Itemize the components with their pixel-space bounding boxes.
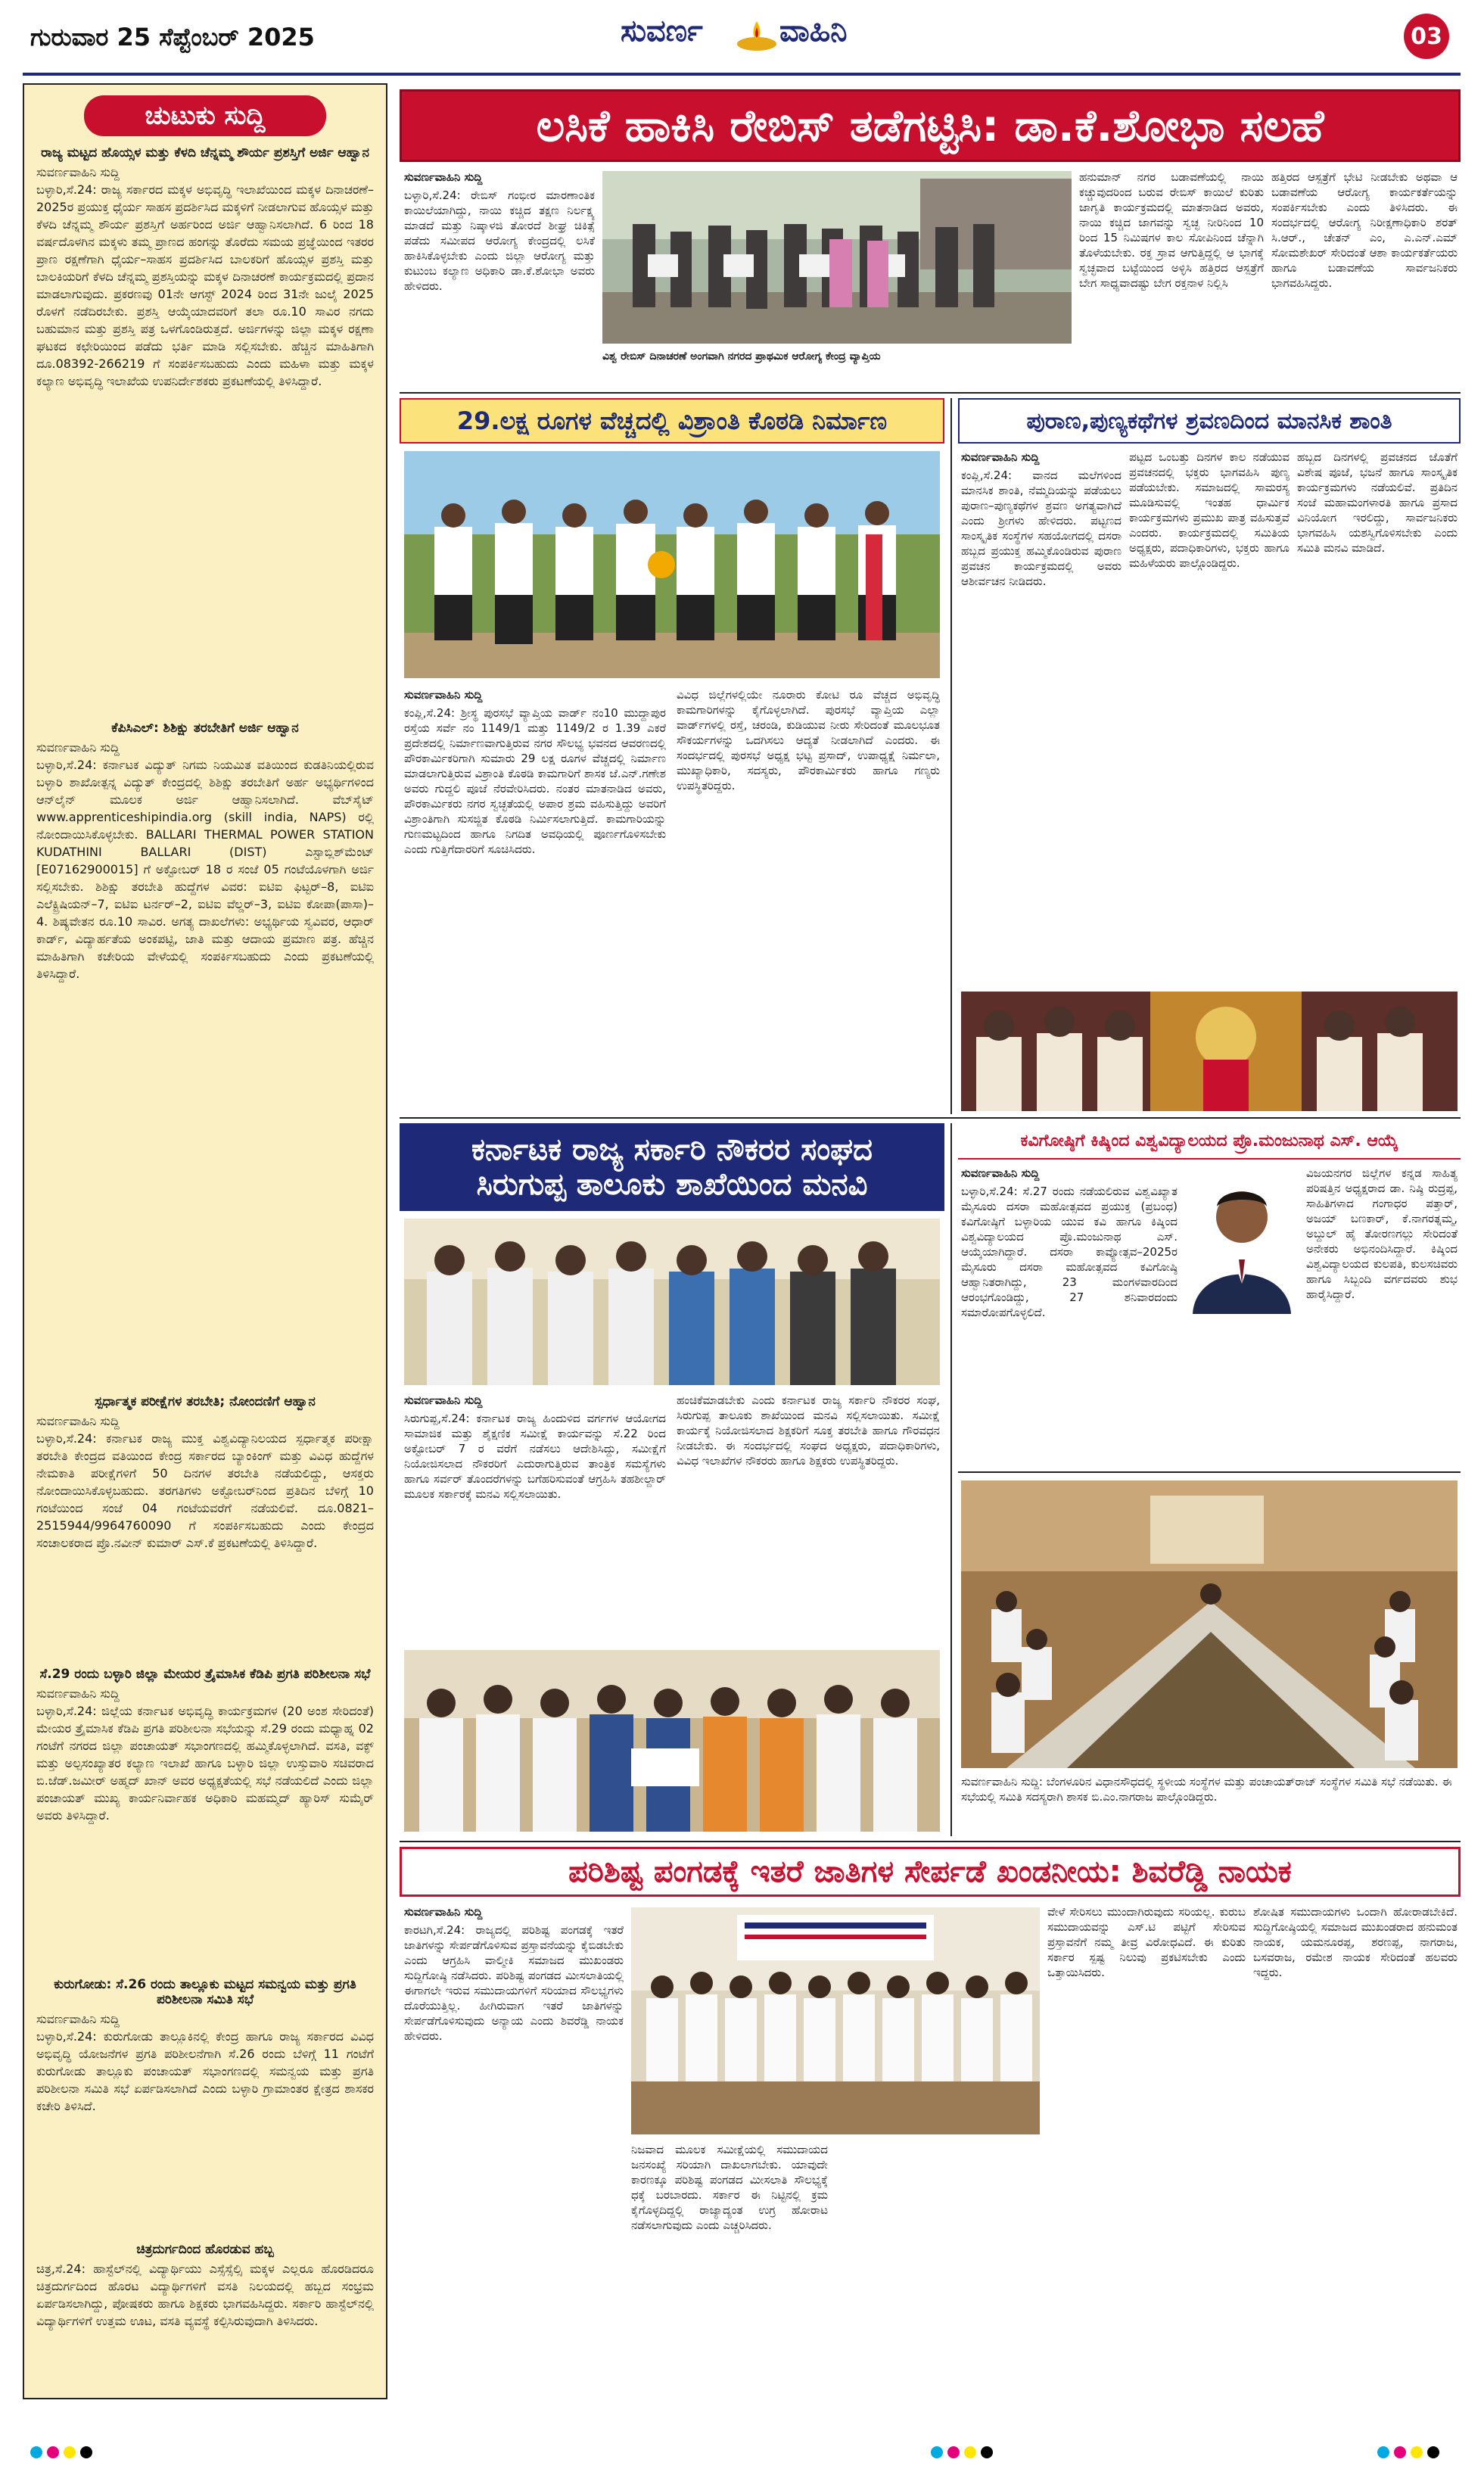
purana-headline-text: ಪುರಾಣ,ಪುಣ್ಯಕಥೆಗಳ ಶ್ರವಣದಿಂದ ಮಾನಸಿಕ ಶಾಂತಿ bbox=[1026, 407, 1392, 434]
brief-body: ಸುವರ್ಣವಾಹಿನಿ ಸುದ್ದಿ ಬಳ್ಳಾರಿ,ಸೆ.24: ರಾಜ್ಯ ಸರ್ಕಾರದ ಮಕ್ಕಳ ಅಭಿವೃದ್ಧಿ ಇಲಾಖೆಯಿಂದ ಮಕ್ಕಳ ದಿನಾಚರಣೆ–2025ರ ಪ್ರಯುಕ್ತ ಧೈರ್ಯ ಸಾಹಸ ಪ್ರದರ್ಶಿಸಿದ ಮಕ್ಕಳಿಗೆ ನೀಡಲಾಗುವ ಹೊಯ್ಸಳ ಮತ್ತು ಕೆಳದಿ ಚೆನ್ನಮ್ಮ ಶೌರ್ಯ ಪ್ರಶಸ್ತಿಗೆ ಅರ್ಹರಿಂದ ಅರ್ಜಿ ಆಹ್ವಾನಿಸಲಾಗಿದೆ. 6 ರಿಂದ 18 ವರ್ಷದೊಳಗಿನ ಮಕ್ಕಳು ತಮ್ಮ ಪ್ರಾಣದ ಹಂಗನ್ನು ತೊರೆದು ಸಮಯ ಪ್ರಜ್ಞೆಯಿಂದ ಇತರರ ಪ್ರಾಣ ರಕ್ಷಣೆಗಾಗಿ ಧೈರ್ಯ–ಸಾಹಸ ಪ್ರದರ್ಶಿಸಿದ ಬಾಲಕರಿಗೆ ಹೊಯ್ಸಳ ಪ್ರಶಸ್ತಿ ಮತ್ತು ಬಾಲಕಿಯರಿಗೆ ಕೆಳದಿ ಚೆನ್ನಮ್ಮ ಪ್ರಶಸ್ತಿಯನ್ನು ಮಕ್ಕಳ ದಿನಾಚರಣೆ ಕಾರ್ಯಕ್ರಮದಲ್ಲಿ ಪ್ರದಾನ ಮಾಡಲಾಗುವುದು. ಪ್ರಕರಣವು 01ನೇ ಆಗಸ್ಟ್ 2024 ರಿಂದ 31ನೇ ಜುಲೈ 2025 ರೊಳಗೆ ನಡೆದಿರಬೇಕು. ಪ್ರಶಸ್ತಿ ಆಯ್ಕೆಯಾದವರಿಗೆ ತಲಾ ರೂ.10 ಸಾವಿರ ನಗದು ಬಹುಮಾನ ಮತ್ತು ಪ್ರಶಸ್ತಿ ಪತ್ರ ಒಳಗೊಂಡಿರುತ್ತದೆ. ಅರ್ಜಿಗಳನ್ನು ಜಿಲ್ಲಾ ಮಕ್ಕಳ ರಕ್ಷಣಾ ಘಟಕದ ಕಛೇರಿಯಿಂದ ಪಡೆದು ಭರ್ತಿ ಮಾಡಿ ಸಲ್ಲಿಸಬೇಕು. ಹೆಚ್ಚಿನ ಮಾಹಿತಿಗಾಗಿ ದೂ.08392-266219 ಗೆ ಸಂಪರ್ಕಿಸಬಹುದು ಎಂದು ಮಹಿಳಾ ಮತ್ತು ಮಕ್ಕಳ ಕಲ್ಯಾಣ ಅಭಿವೃದ್ಧಿ ಇಲಾಖೆಯ ಉಪನಿರ್ದೇಶಕರು ಪ್ರಕಟಣೆಯಲ್ಲಿ ತಿಳಿಸಿದ್ದಾರೆ. bbox=[36, 165, 374, 388]
page-number-badge bbox=[1404, 14, 1449, 59]
cyan-dot bbox=[1377, 2446, 1389, 2458]
rabies-col4: ಹತ್ತಿರದ ಆಸ್ಪತ್ರೆಗೆ ಭೇಟಿ ನೀಡಬೇಕು ಅಥವಾ ಆ ಬಡಾವಣೆಯ ಆರೋಗ್ಯ ಕಾರ್ಯಕರ್ತೆಯನ್ನು ಸಂಪರ್ಕಿಸಬೇಕು ಎಂದು ತಿಳಿಸಿದರು. ಈ ಸಂದರ್ಭದಲ್ಲಿ ಆರೋಗ್ಯ ನಿರೀಕ್ಷಣಾಧಿಕಾರಿ ಶರತ್ ಸಿ.ಆರ್., ಚೇತನ್ ಎಂ, ಎ.ಎನ್.ಎಮ್ ಸೋಮಶೇಖರ್ ಸೇರಿದಂತೆ ಆಶಾ ಕಾರ್ಯಕರ್ತೆಯರು ಹಾಗೂ ಬಡಾವಣೆಯ ಸಾರ್ವಜನಿಕರು ಭಾಗವಹಿಸಿದ್ದರು. bbox=[1271, 170, 1458, 290]
magenta-dot bbox=[947, 2446, 960, 2458]
registration-marks-center bbox=[931, 2446, 993, 2458]
divider bbox=[950, 1123, 952, 1836]
crores-col2: ವಿವಿಧ ಜಿಲ್ಲೆಗಳಲ್ಲಿಯೇ ನೂರಾರು ಕೋಟಿ ರೂ ವೆಚ್ಚದ ಅಭಿವೃದ್ಧಿ ಕಾಮಗಾರಿಗಳನ್ನು ಕೈಗೊಳ್ಳಲಾಗಿದೆ. ಪುರಸಭೆ ವ್ಯಾಪ್ತಿಯ ಎಲ್ಲಾ ವಾರ್ಡ್‌ಗಳಲ್ಲಿ ರಸ್ತೆ, ಚರಂಡಿ, ಕುಡಿಯುವ ನೀರು ಸೇರಿದಂತೆ ಮೂಲಭೂತ ಸೌಕರ್ಯಗಳನ್ನು ಒದಗಿಸಲು ಆದ್ಯತೆ ನೀಡಲಾಗಿದೆ ಎಂದರು. ಈ ಸಂದರ್ಭದಲ್ಲಿ ಪುರಸಭೆ ಅಧ್ಯಕ್ಷ ಭಟ್ಟ ಪ್ರಸಾದ್, ಉಪಾಧ್ಯಕ್ಷೆ ನಿರ್ಮಲಾ, ಮುಖ್ಯಾಧಿಕಾರಿ, ಸದಸ್ಯರು, ಪೌರಕಾರ್ಮಿಕರು ಹಾಗೂ ಗಣ್ಯರು ಉಪಸ್ಥಿತರಿದ್ದರು. bbox=[677, 688, 940, 792]
caste-headline-text: ಪರಿಶಿಷ್ಟ ಪಂಗಡಕ್ಕೆ ಇತರೆ ಜಾತಿಗಳ ಸೇರ್ಪಡೆ ಖಂಡನೀಯ: ಶಿವರೆಡ್ಡಿ ನಾಯಕ bbox=[568, 1854, 1292, 1889]
rabies-article bbox=[400, 168, 1461, 394]
logo-right-text: ವಾಹಿನಿ bbox=[779, 14, 848, 48]
professor-col2: ವಿಜಯನಗರ ಜಿಲ್ಲೆಗಳ ಕನ್ನಡ ಸಾಹಿತ್ಯ ಪರಿಷತ್ತಿನ ಅಧ್ಯಕ್ಷರಾದ ಡಾ. ನಿಷ್ಠಿ ರುದ್ರಪ್ಪ, ಸಾಹಿತಿಗಳಾದ ಗಂಗಾಧರ ಪತ್ತಾರ್, ಅಜಯ್ ಬಣಕಾರ್, ಕೆ.ನಾಗರತ್ನಮ್ಮ, ಅಬ್ದುಲ್ ಹೈ ತೋರಣಗಲ್ಲು ಸೇರಿದಂತೆ ಅನೇಕರು ಅಭಿನಂದಿಸಿದ್ದಾರೆ. ಕಿಷ್ಕಿಂದ ವಿಶ್ವವಿದ್ಯಾಲಯದ ಕುಲಪತಿ, ಕುಲಸಚಿವರು ಹಾಗೂ ಸಿಬ್ಬಂದಿ ವರ್ಗದವರು ಶುಭ ಹಾರೈಸಿದ್ದಾರೆ. bbox=[1306, 1166, 1458, 1301]
professor-headline bbox=[958, 1123, 1461, 1160]
yellow-dot bbox=[1411, 2446, 1423, 2458]
masthead-rule bbox=[23, 73, 1461, 76]
lamp-icon bbox=[734, 15, 779, 53]
brief-title: ರಾಜ್ಯ ಮಟ್ಟದ ಹೊಯ್ಸಳ ಮತ್ತು ಕೆಳದಿ ಚೆನ್ನಮ್ಮ ಶೌರ್ಯ ಪ್ರಶಸ್ತಿಗೆ ಅರ್ಜಿ ಆಹ್ವಾನ bbox=[41, 145, 369, 160]
purana-col3: ಹಬ್ಬದ ದಿನಗಳಲ್ಲಿ ಪ್ರವಚನದ ಜೊತೆಗೆ ವಿಶೇಷ ಪೂಜೆ, ಭಜನೆ ಹಾಗೂ ಸಾಂಸ್ಕೃತಿಕ ಕಾರ್ಯಕ್ರಮಗಳು ನಡೆಯಲಿವೆ. ಪ್ರತಿದಿನ ಸಂಜೆ ಮಹಾಮಂಗಳಾರತಿ ಹಾಗೂ ಪ್ರಸಾದ ವಿನಿಯೋಗ ಇರಲಿದ್ದು, ಸಾರ್ವಜನಿಕರು ಭಾಗವಹಿಸಿ ಯಶಸ್ವಿಗೊಳಿಸಬೇಕು ಎಂದು ಸಮಿತಿ ಮನವಿ ಮಾಡಿದೆ. bbox=[1297, 450, 1458, 555]
magenta-dot bbox=[1394, 2446, 1406, 2458]
magenta-dot bbox=[47, 2446, 59, 2458]
professor-headline-text: ಕವಿಗೋಷ್ಠಿಗೆ ಕಿಷ್ಕಿಂದ ವಿಶ್ವವಿದ್ಯಾಲಯದ ಪ್ರೊ.ಮಂಜುನಾಥ ಎಸ್. ಆಯ್ಕೆ bbox=[1020, 1131, 1398, 1150]
caste-col3: ವೇಳೆ ಸೇರಿಸಲು ಮುಂದಾಗಿರುವುದು ಸರಿಯಲ್ಲ. ಕುರುಬ ಸಮುದಾಯವನ್ನು ಎಸ್.ಟಿ ಪಟ್ಟಿಗೆ ಸೇರಿಸುವ ಪ್ರಸ್ತಾವನೆಗೆ ನಮ್ಮ ತೀವ್ರ ವಿರೋಧವಿದೆ. ಈ ಕುರಿತು ಸರ್ಕಾರ ಸ್ಪಷ್ಟ ನಿಲುವು ಪ್ರಕಟಿಸಬೇಕು ಎಂದು ಒತ್ತಾಯಿಸಿದರು. bbox=[1047, 1905, 1246, 1979]
purana-body-1: ಕಂಪ್ಲಿ,ಸೆ.24: ವಾನದ ಮಲೆಗಳಿಂದ ಮಾನಸಿಕ ಶಾಂತಿ, ನೆಮ್ಮದಿಯನ್ನು ಪಡೆಯಲು ಪುರಾಣ–ಪುಣ್ಯಕಥೆಗಳ ಶ್ರವಣ ಅಗತ್ಯವಾಗಿದೆ ಎಂದು ಶ್ರೀಗಳು ಹೇಳಿದರು. ಪಟ್ಟಣದ ಸಾಂಸ್ಕೃತಿಕ ಸಂಸ್ಥೆಗಳ ಸಹಯೋಗದಲ್ಲಿ ದಸರಾ ಹಬ್ಬದ ಪ್ರಯುಕ್ತ ಹಮ್ಮಿಕೊಂಡಿರುವ ಪುರಾಣ ಪ್ರವಚನ ಕಾರ್ಯಕ್ರಮದಲ್ಲಿ ಅವರು ಆಶೀರ್ವಚನ ನೀಡಿದರು. bbox=[961, 469, 1122, 588]
brief-body: ಸುವರ್ಣವಾಹಿನಿ ಸುದ್ದಿ ಬಳ್ಳಾರಿ,ಸೆ.24: ಕುರುಗೋಡು ತಾಲ್ಲೂಕಿನಲ್ಲಿ ಕೇಂದ್ರ ಹಾಗೂ ರಾಜ್ಯ ಸರ್ಕಾರದ ವಿವಿಧ ಅಭಿವೃದ್ಧಿ ಯೋಜನೆಗಳ ಪ್ರಗತಿ ಪರಿಶೀಲನೆಗಾಗಿ ಸೆ.26 ರಂದು ಬೆಳಿಗ್ಗೆ 11 ಗಂಟೆಗೆ ಕುರುಗೋಡು ತಾಲ್ಲೂಕು ಪಂಚಾಯತ್ ಸಭಾಂಗಣದಲ್ಲಿ ಸಮನ್ವಯ ಮತ್ತು ಪ್ರಗತಿ ಪರಿಶೀಲನಾ ಸಮಿತಿ ಸಭೆ ಏರ್ಪಡಿಸಲಾಗಿದೆ ಎಂದು ಬಳ್ಳಾರಿ ಗ್ರಾಮಾಂತರ ಕ್ಷೇತ್ರದ ಶಾಸಕರ ಕಚೇರಿ ತಿಳಿಸಿದೆ. bbox=[36, 2012, 374, 2113]
brief-title: ಚಿತ್ರದುರ್ಗದಿಂದ ಹೊರಡುವ ಹಬ್ಬ bbox=[136, 2242, 274, 2257]
brief-body: ಚಿತ್ರ,ಸೆ.24: ಹಾಸ್ಟೆಲ್‌ನಲ್ಲಿ ವಿದ್ಯಾರ್ಥಿಯು ಎಸ್ಸೆಸ್ಸೆಲ್ಸಿ ಮಕ್ಕಳ ಎಲ್ಲರೂ ಹೊರಡಿದರೂ ಚಿತ್ರದುರ್ಗದಿಂದ ಹೊರಟ ವಿದ್ಯಾರ್ಥಿಗಳಿಗೆ ವಸತಿ ನಿಲಯದಲ್ಲಿ ಹಬ್ಬದ ಸಂಭ್ರಮ ಏರ್ಪಡಿಸಲಾಗಿದ್ದು, ಪೋಷಕರು ಹಾಗೂ ಶಿಕ್ಷಕರು ಭಾಗವಹಿಸಿದ್ದರು. ಸರ್ಕಾರಿ ಹಾಸ್ಟೆಲ್‌ನಲ್ಲಿ ವಿದ್ಯಾರ್ಥಿಗಳಿಗೆ ಉತ್ತಮ ಊಟ, ವಸತಿ ವ್ಯವಸ್ಥೆ ಕಲ್ಪಿಸಿರುವುದಾಗಿ ತಿಳಿಸಿದರು. bbox=[36, 2262, 374, 2328]
caste-article bbox=[400, 1903, 1461, 2399]
byline: ಸುವರ್ಣವಾಹಿನಿ ಸುದ್ದಿ bbox=[404, 688, 483, 702]
byline: ಸುವರ್ಣವಾಹಿನಿ ಸುದ್ದಿ bbox=[961, 1166, 1040, 1180]
brief-item bbox=[36, 1977, 374, 2237]
brief-item bbox=[36, 721, 374, 1390]
briefs-header-text: ಚುಟುಕು ಸುದ್ದಿ bbox=[145, 101, 266, 131]
logo-left-text: ಸುವರ್ಣ bbox=[621, 14, 703, 48]
brief-title: ಸ್ಪರ್ಧಾತ್ಮಕ ಪರೀಕ್ಷೆಗಳ ತರಬೇತಿ; ನೋಂದಣಿಗೆ ಆಹ್ವಾನ bbox=[95, 1394, 316, 1409]
issue-date: ಗುರುವಾರ 25 ಸೆಪ್ಟೆಂಬರ್ 2025 bbox=[30, 23, 315, 51]
meeting-caption: ಸುವರ್ಣವಾಹಿನಿ ಸುದ್ದಿ: ಬೆಂಗಳೂರಿನ ವಿಧಾನಸೌಧದಲ್ಲಿ ಸ್ಥಳೀಯ ಸಂಸ್ಥೆಗಳ ಮತ್ತು ಪಂಚಾಯತ್‌ರಾಜ್ ಸಂಸ್ಥೆಗಳ ಸಮಿತಿ ಸಭೆ ನಡೆಯಿತು. ಈ ಸಭೆಯಲ್ಲಿ ಸಮಿತಿ ಸದಸ್ಯರಾಗಿ ಶಾಸಕ ಬಿ.ಎಂ.ನಾಗರಾಜ ಪಾಲ್ಗೊಂಡಿದ್ದರು. bbox=[961, 1775, 1452, 1804]
union-article bbox=[400, 1216, 944, 1836]
meeting-article bbox=[958, 1471, 1461, 1836]
crores-headline-text: 29.ಲಕ್ಷ ರೂಗಳ ವೆಚ್ಚದಲ್ಲಿ ವಿಶ್ರಾಂತಿ ಕೊಠಡಿ ನಿರ್ಮಾಣ bbox=[456, 406, 888, 435]
brief-item bbox=[36, 2242, 374, 2411]
black-dot bbox=[981, 2446, 993, 2458]
brief-body: ಸುವರ್ಣವಾಹಿನಿ ಸುದ್ದಿ ಬಳ್ಳಾರಿ,ಸೆ.24: ಕರ್ನಾಟಕ ವಿದ್ಯುತ್ ನಿಗಮ ನಿಯಮಿತ ವತಿಯಿಂದ ಕುಡತಿನಿಯಲ್ಲಿರುವ ಬಳ್ಳಾರಿ ಶಾಖೋತ್ಪನ್ನ ವಿದ್ಯುತ್ ಕೇಂದ್ರದಲ್ಲಿ ಶಿಶಿಕ್ಷು ತರಬೇತಿಗೆ ಅರ್ಹ ಅಭ್ಯರ್ಥಿಗಳಿಂದ ಆನ್‌ಲೈನ್ ಮೂಲಕ ಅರ್ಜಿ ಆಹ್ವಾನಿಸಲಾಗಿದೆ. ವೆಬ್‌ಸೈಟ್ www.apprenticeshipindia.org (skill india, NAPS) ರಲ್ಲಿ ನೋಂದಾಯಿಸಿಕೊಳ್ಳಬೇಕು. BALLARI THERMAL POWER STATION KUDATHINI BALLARI (DIST) ಎಸ್ಟಾಬ್ಲಿಶ್‌ಮೆಂಟ್ [E07162900015] ಗೆ ಅಕ್ಟೋಬರ್ 18 ರ ಸಂಜೆ 05 ಗಂಟೆಯೊಳಗಾಗಿ ಅರ್ಜಿ ಸಲ್ಲಿಸಬೇಕು. ಶಿಶಿಕ್ಷು ತರಬೇತಿ ಹುದ್ದೆಗಳ ವಿವರ: ಐಟಿಐ ಫಿಟ್ಟರ್–8, ಐಟಿಐ ಎಲೆಕ್ಟ್ರಿಷಿಯನ್–7, ಐಟಿಐ ಟರ್ನರ್–2, ಐಟಿಐ ವೆಲ್ಡರ್–3, ಐಟಿಐ ಕೋಪಾ(ಪಾಸಾ)–4. ಶಿಷ್ಯವೇತನ ರೂ.10 ಸಾವಿರ. ಅಗತ್ಯ ದಾಖಲೆಗಳು: ಅಭ್ಯರ್ಥಿಯ ಸ್ವವಿವರ, ಆಧಾರ್ ಕಾರ್ಡ್, ವಿದ್ಯಾರ್ಹತೆಯ ಅಂಕಪಟ್ಟಿ, ಜಾತಿ ಮತ್ತು ಆದಾಯ ಪ್ರಮಾಣ ಪತ್ರ. ಹೆಚ್ಚಿನ ಮಾಹಿತಿಗಾಗಿ ಕಚೇರಿಯ ವೇಳೆಯಲ್ಲಿ ಸಂಪರ್ಕಿಸಬಹುದು ಎಂದು ಪ್ರಕಟಣೆಯಲ್ಲಿ ತಿಳಿಸಿದ್ದಾರೆ. bbox=[36, 740, 374, 981]
professor-article bbox=[958, 1164, 1461, 1467]
registration-marks-right bbox=[1377, 2446, 1439, 2458]
caste-col2: ನಿಜವಾದ ಮೂಲಕ ಸಮೀಕ್ಷೆಯಲ್ಲಿ ಸಮುದಾಯದ ಜನಸಂಖ್ಯೆ ಸರಿಯಾಗಿ ದಾಖಲಾಗಬೇಕು. ಯಾವುದೇ ಕಾರಣಕ್ಕೂ ಪರಿಶಿಷ್ಟ ಪಂಗಡದ ಮೀಸಲಾತಿ ಸೌಲಭ್ಯಕ್ಕೆ ಧಕ್ಕೆ ಬರಬಾರದು. ಸರ್ಕಾರ ಈ ನಿಟ್ಟಿನಲ್ಲಿ ಕ್ರಮ ಕೈಗೊಳ್ಳದಿದ್ದಲ್ಲಿ ರಾಜ್ಯಾದ್ಯಂತ ಉಗ್ರ ಹೋರಾಟ ನಡೆಸಲಾಗುವುದು ಎಂದು ಎಚ್ಚರಿಸಿದರು. bbox=[631, 2143, 828, 2232]
rabies-col3: ಹನುಮಾನ್ ನಗರ ಬಡಾವಣೆಯಲ್ಲಿ ನಾಯಿ ಕಚ್ಚುವುದರಿಂದ ಬರುವ ರೇಬಿಸ್ ಕಾಯಿಲೆ ಕುರಿತು ಜಾಗೃತಿ ಕಾರ್ಯಕ್ರಮದಲ್ಲಿ ಮಾತನಾಡಿದ ಅವರು, ನಾಯಿ ಕಚ್ಚಿದ ಜಾಗವನ್ನು ಸ್ವಚ್ಛ ನೀರಿನಿಂದ 10 ರಿಂದ 15 ನಿಮಿಷಗಳ ಕಾಲ ಸೋಪಿನಿಂದ ಚೆನ್ನಾಗಿ ತೊಳೆಯಬೇಕು. ರಕ್ತ ಸ್ರಾವ ಆಗುತ್ತಿದ್ದಲ್ಲಿ ಆ ಭಾಗಕ್ಕೆ ಸ್ವಚ್ಛವಾದ ಬಟ್ಟೆಯಿಂದ ಅಳ್ಳಿಸಿ ಹತ್ತಿರದ ಆಸ್ಪತ್ರೆಗೆ ಬೇಗ ಸಾಧ್ಯವಾದಷ್ಟು ಬೇಗ ರಕ್ತನಾಳ ನಿಲ್ಲಿಸಿ bbox=[1079, 170, 1264, 290]
professor-body-1: ಬಳ್ಳಾರಿ,ಸೆ.24: ಸೆ.27 ರಂದು ನಡೆಯಲಿರುವ ವಿಶ್ವವಿಖ್ಯಾತ ಮೈಸೂರು ದಸರಾ ಮಹೋತ್ಸವದ ಪ್ರಯುಕ್ತ (ಪ್ರಬಂಧ) ಕವಿಗೋಷ್ಠಿಗೆ ಬಳ್ಳಾರಿಯ ಯುವ ಕವಿ ಹಾಗೂ ಕಿಷ್ಕಿಂದ ವಿಶ್ವವಿದ್ಯಾಲಯದ ಪ್ರೊ.ಮಂಜುನಾಥ ಎಸ್. ಆಯ್ಕೆಯಾಗಿದ್ದಾರೆ. ದಸರಾ ಕಾವ್ಯೋತ್ಸವ–2025ರ ಮೈಸೂರು ದಸರಾ ಮಹೋತ್ಸವದ ಕವಿಗೋಷ್ಠಿ ಆಹ್ವಾನಿತರಾಗಿದ್ದು, 23 ಮಂಗಳವಾರದಿಂದ ಆರಂಭಗೊಂಡಿದ್ದು, 27 ಶನಿವಾರದಂದು ಸಮಾರೋಪಗೊಳ್ಳಲಿದೆ. bbox=[961, 1185, 1178, 1319]
registration-marks-left bbox=[30, 2446, 92, 2458]
union-photo-2 bbox=[404, 1650, 940, 1832]
brief-title: ಕುರುಗೋಡು: ಸೆ.26 ರಂದು ತಾಲ್ಲೂಕು ಮಟ್ಟದ ಸಮನ್ವಯ ಮತ್ತು ಪ್ರಗತಿ ಪರಿಶೀಲನಾ ಸಮಿತಿ ಸಭೆ bbox=[54, 1977, 356, 2007]
caste-col4: ಶೋಷಿತ ಸಮುದಾಯಗಳು ಒಂದಾಗಿ ಹೋರಾಡಬೇಕಿದೆ. ಸುದ್ದಿಗೋಷ್ಠಿಯಲ್ಲಿ ಸಮಾಜದ ಮುಖಂಡರಾದ ಹನುಮಂತ ನಾಯಕ, ಯಮನೂರಪ್ಪ, ಶರಣಪ್ಪ, ನಾಗರಾಜ, ಬಸವರಾಜ, ರಮೇಶ ನಾಯಕ ಸೇರಿದಂತೆ ಹಲವರು ಇದ್ದರು. bbox=[1253, 1905, 1458, 1979]
crores-photo bbox=[404, 451, 940, 678]
page-number: 03 bbox=[1411, 23, 1442, 50]
cyan-dot bbox=[30, 2446, 42, 2458]
brief-body: ಸುವರ್ಣವಾಹಿನಿ ಸುದ್ದಿ ಬಳ್ಳಾರಿ,ಸೆ.24: ಜಿಲ್ಲೆಯ ಕರ್ನಾಟಕ ಅಭಿವೃದ್ಧಿ ಕಾರ್ಯಕ್ರಮಗಳ (20 ಅಂಶ ಸೇರಿದಂತೆ) ಮೇಯರ ತ್ರೈಮಾಸಿಕ ಕೆಡಿಪಿ ಪ್ರಗತಿ ಪರಿಶೀಲನಾ ಸಭೆಯನ್ನು ಸೆ.29 ರಂದು ಮಧ್ಯಾಹ್ನ 02 ಗಂಟೆಗೆ ನಗರದ ಜಿಲ್ಲಾ ಪಂಚಾಯತ್ ಸಭಾಂಗಣದಲ್ಲಿ ಹಮ್ಮಿಕೊಳ್ಳಲಾಗಿದೆ. ವಸತಿ, ವಕ್ಫ್ ಮತ್ತು ಅಲ್ಪಸಂಖ್ಯಾತರ ಕಲ್ಯಾಣ ಇಲಾಖೆ ಹಾಗೂ ಬಳ್ಳಾರಿ ಜಿಲ್ಲಾ ಉಸ್ತುವಾರಿ ಸಚಿವರಾದ ಬಿ.ಜೆಡ್.ಜಮೀರ್ ಅಹ್ಮದ್ ಖಾನ್ ಅವರ ಅಧ್ಯಕ್ಷತೆಯಲ್ಲಿ ಸಭೆ ನಡೆಯಲಿದೆ ಎಂದು ಜಿಲ್ಲಾ ಪಂಚಾಯತ್ ಮುಖ್ಯ ಕಾರ್ಯನಿರ್ವಾಹಕ ಅಧಿಕಾರಿ ಮಹಮ್ಮದ್ ಹ್ಯಾರಿಸ್ ಸುಮೈರ್ ಅವರು ತಿಳಿಸಿದ್ದಾರೆ. bbox=[36, 1686, 374, 1823]
black-dot bbox=[80, 2446, 92, 2458]
divider bbox=[400, 392, 1461, 394]
caste-photo bbox=[631, 1907, 1040, 2134]
union-photo-1 bbox=[404, 1219, 940, 1385]
union-col1 bbox=[404, 1393, 666, 1642]
caste-body-1: ಕಾರಟಗಿ,ಸೆ.24: ರಾಜ್ಯದಲ್ಲಿ ಪರಿಶಿಷ್ಟ ಪಂಗಡಕ್ಕೆ ಇತರೆ ಜಾತಿಗಳನ್ನು ಸೇರ್ಪಡೆಗೊಳಿಸುವ ಪ್ರಸ್ತಾವನೆಯನ್ನು ಕೈಬಿಡಬೇಕು ಎಂದು ಆಗ್ರಹಿಸಿ ವಾಲ್ಮೀಕಿ ಸಮಾಜದ ಮುಖಂಡರು ಸುದ್ದಿಗೋಷ್ಠಿ ನಡೆಸಿದರು. ಪರಿಶಿಷ್ಟ ಪಂಗಡದ ಮೀಸಲಾತಿಯಲ್ಲಿ ಈಗಾಗಲೇ ಇರುವ ಸಮುದಾಯಗಳಿಗೆ ಸರಿಯಾದ ಸೌಲಭ್ಯಗಳು ದೊರೆಯುತ್ತಿಲ್ಲ. ಹೀಗಿರುವಾಗ ಇತರೆ ಜಾತಿಗಳನ್ನು ಸೇರ್ಪಡೆಗೊಳಿಸುವುದು ಅನ್ಯಾಯ ಎಂದು ಶಿವರೆಡ್ಡಿ ನಾಯಕ ಹೇಳಿದರು. bbox=[404, 1923, 624, 2043]
professor-col1 bbox=[961, 1166, 1178, 1462]
brief-body: ಸುವರ್ಣವಾಹಿನಿ ಸುದ್ದಿ ಬಳ್ಳಾರಿ,ಸೆ.24: ಕರ್ನಾಟಕ ರಾಜ್ಯ ಮುಕ್ತ ವಿಶ್ವವಿದ್ಯಾನಿಲಯದ ಸ್ಪರ್ಧಾತ್ಮಕ ಪರೀಕ್ಷಾ ತರಬೇತಿ ಕೇಂದ್ರದ ವತಿಯಿಂದ ಕೇಂದ್ರ ಸರ್ಕಾರದ ಬ್ಯಾಂಕಿಂಗ್ ಮತ್ತು ವಿವಿಧ ಹುದ್ದೆಗಳ ನೇಮಕಾತಿ ಪರೀಕ್ಷೆಗಳಿಗೆ 50 ದಿನಗಳ ತರಬೇತಿ ನಡೆಯಲಿದ್ದು, ಆಸಕ್ತರು ನೋಂದಾಯಿಸಿಕೊಳ್ಳಬಹುದು. ತರಗತಿಗಳು ಅಕ್ಟೋಬರ್‌ನಿಂದ ಪ್ರತಿದಿನ ಬೆಳಿಗ್ಗೆ 10 ಗಂಟೆಯಿಂದ ಸಂಜೆ 04 ಗಂಟೆಯವರೆಗೆ ನಡೆಯಲಿವೆ. ದೂ.0821–2515944/9964760090 ಗೆ ಸಂಪರ್ಕಿಸಬಹುದು ಎಂದು ಕೇಂದ್ರದ ಸಂಚಾಲಕರಾದ ಪ್ರೊ.ನವೀನ್ ಕುಮಾರ್ ಎಸ್.ಕೆ ಪ್ರಕಟಣೆಯಲ್ಲಿ ತಿಳಿಸಿದ್ದಾರೆ. bbox=[36, 1414, 374, 1550]
cyan-dot bbox=[931, 2446, 943, 2458]
crores-body-1: ಕಂಪ್ಲಿ,ಸೆ.24: ಶ್ರೀಸ್ಥ ಪುರಸಭೆ ವ್ಯಾಪ್ತಿಯ ವಾರ್ಡ್ ನಂ10 ಮುದ್ದಾಪುರ ರಸ್ತೆಯ ಸರ್ವೆ ನಂ 1149/1 ಮತ್ತು 1149/2 ರ 1.39 ಎಕರೆ ಪ್ರದೇಶದಲ್ಲಿ ನಿರ್ಮಾಣವಾಗುತ್ತಿರುವ ನಗರ ಸೌಲಭ್ಯ ಭವನದ ಆವರಣದಲ್ಲಿ ಪೌರಕಾರ್ಮಿಕರಿಗಾಗಿ ಸುಮಾರು 29 ಲಕ್ಷ ರೂಗಳ ವೆಚ್ಚದಲ್ಲಿ ನಿರ್ಮಾಣ ಮಾಡಲಾಗುತ್ತಿರುವ ವಿಶ್ರಾಂತಿ ಕೊಠಡಿ ಕಾಮಗಾರಿಗೆ ಶಾಸಕ ಜೆ.ಎನ್.ಗಣೇಶ ಅವರು ಗುದ್ದಲಿ ಪೂಜೆ ನೆರವೇರಿಸಿದರು. ನಂತರ ಮಾತನಾಡಿದ ಅವರು, ಪೌರಕಾರ್ಮಿಕರು ನಗರ ಸ್ವಚ್ಛತೆಯಲ್ಲಿ ಅಪಾರ ಶ್ರಮ ವಹಿಸುತ್ತಿದ್ದು ಅವರಿಗೆ ವಿಶ್ರಾಂತಿಗಾಗಿ ಸುಸಜ್ಜಿತ ಕೊಠಡಿ ನಿರ್ಮಿಸಲಾಗುತ್ತಿದೆ. ಕಾಮಗಾರಿಯನ್ನು ಗುಣಮಟ್ಟದಿಂದ ಹಾಗೂ ನಿಗದಿತ ಅವಧಿಯಲ್ಲಿ ಪೂರ್ಣಗೊಳಿಸಬೇಕು ಎಂದು ಗುತ್ತಿಗೆದಾರರಿಗೆ ಸೂಚಿಸಿದರು. bbox=[404, 706, 666, 856]
professor-portrait bbox=[1185, 1170, 1299, 1314]
union-headline-line2: ಸಿರುಗುಪ್ಪ ತಾಲೂಕು ಶಾಖೆಯಿಂದ ಮನವಿ bbox=[476, 1167, 868, 1202]
crores-col1 bbox=[404, 687, 666, 1111]
crores-headline bbox=[400, 398, 944, 444]
purana-article bbox=[958, 448, 1461, 1114]
briefs-header bbox=[84, 95, 326, 136]
byline: ಸುವರ್ಣವಾಹಿನಿ ಸುದ್ದಿ bbox=[404, 1905, 483, 1919]
briefs-column bbox=[23, 83, 387, 2399]
black-dot bbox=[1427, 2446, 1439, 2458]
purana-headline bbox=[958, 398, 1461, 444]
meeting-photo bbox=[961, 1480, 1458, 1768]
brief-title: ಕೆಪಿಸಿಎಲ್: ಶಿಶಿಕ್ಷು ತರಬೇತಿಗೆ ಅರ್ಜಿ ಆಹ್ವಾನ bbox=[111, 721, 299, 736]
union-headline bbox=[400, 1123, 944, 1211]
caste-headline bbox=[400, 1847, 1461, 1897]
union-col2: ಹಂಚಿಕೆಮಾಡಬೇಕು ಎಂದು ಕರ್ನಾಟಕ ರಾಜ್ಯ ಸರ್ಕಾರಿ ನೌಕರರ ಸಂಘ, ಸಿರುಗುಪ್ಪ ತಾಲೂಕು ಶಾಖೆಯಿಂದ ಮನವಿ ಸಲ್ಲಿಸಲಾಯಿತು. ಸಮೀಕ್ಷೆ ಕಾರ್ಯಕ್ಕೆ ನಿಯೋಜಿಸಲಾದ ಶಿಕ್ಷಕರಿಗೆ ಸೂಕ್ತ ತರಬೇತಿ ಹಾಗೂ ಗೌರವಧನ ನೀಡಬೇಕು. ಈ ಸಂದರ್ಭದಲ್ಲಿ ಸಂಘದ ಅಧ್ಯಕ್ಷರು, ಪದಾಧಿಕಾರಿಗಳು, ವಿವಿಧ ಇಲಾಖೆಗಳ ನೌಕರರು ಹಾಗೂ ಶಿಕ್ಷಕರು ಉಪಸ್ಥಿತರಿದ್ದರು. bbox=[677, 1393, 940, 1468]
divider bbox=[400, 1117, 1461, 1119]
caste-col1 bbox=[404, 1904, 624, 2396]
rabies-photo bbox=[602, 171, 1072, 344]
crores-article bbox=[400, 448, 944, 1114]
newspaper-logo bbox=[621, 11, 870, 59]
rabies-headline-text: ಲಸಿಕೆ ಹಾಕಿಸಿ ರೇಬಿಸ್ ತಡೆಗಟ್ಟಿಸಿ: ಡಾ.ಕೆ.ಶೋಭಾ ಸಲಹೆ bbox=[536, 99, 1324, 151]
brief-item bbox=[36, 145, 374, 716]
brief-item bbox=[36, 1667, 374, 1972]
byline: ಸುವರ್ಣವಾಹಿನಿ ಸುದ್ದಿ bbox=[404, 170, 483, 184]
divider bbox=[400, 1841, 1461, 1842]
purana-col1 bbox=[961, 450, 1122, 987]
yellow-dot bbox=[64, 2446, 76, 2458]
rabies-headline bbox=[400, 89, 1461, 162]
purana-col2: ಪಟ್ಟದ ಒಂಬತ್ತು ದಿನಗಳ ಕಾಲ ನಡೆಯುವ ಪ್ರವಚನದಲ್ಲಿ ಭಕ್ತರು ಭಾಗವಹಿಸಿ ಪುಣ್ಯ ಪಡೆಯಬೇಕು. ಸಮಾಜದಲ್ಲಿ ಸಾಮರಸ್ಯ ಮೂಡಿಸುವಲ್ಲಿ ಇಂತಹ ಧಾರ್ಮಿಕ ಕಾರ್ಯಕ್ರಮಗಳು ಪ್ರಮುಖ ಪಾತ್ರ ವಹಿಸುತ್ತವೆ ಎಂದರು. ಕಾರ್ಯಕ್ರಮದಲ್ಲಿ ಸಮಿತಿಯ ಅಧ್ಯಕ್ಷರು, ಪದಾಧಿಕಾರಿಗಳು, ಭಕ್ತರು ಹಾಗೂ ಮಹಿಳೆಯರು ಪಾಲ್ಗೊಂಡಿದ್ದರು. bbox=[1129, 450, 1290, 570]
byline: ಸುವರ್ಣವಾಹಿನಿ ಸುದ್ದಿ bbox=[961, 450, 1040, 464]
rabies-caption: ವಿಶ್ವ ರೇಬಿಸ್ ದಿನಾಚರಣೆ ಅಂಗವಾಗಿ ನಗರದ ಪ್ರಾಥಮಿಕ ಆರೋಗ್ಯ ಕೇಂದ್ರ ವ್ಯಾಪ್ತಿಯ bbox=[602, 350, 881, 363]
brief-item bbox=[36, 1394, 374, 1662]
purana-photo bbox=[961, 992, 1458, 1111]
rabies-body-1: ಬಳ್ಳಾರಿ,ಸೆ.24: ರೇಬಿಸ್ ಗಂಭೀರ ಮಾರಣಾಂತಿಕ ಕಾಯಿಲೆಯಾಗಿದ್ದು, ನಾಯಿ ಕಚ್ಚಿದ ತಕ್ಷಣ ನಿರ್ಲಕ್ಷ್ಯ ಮಾಡದೆ ಮತ್ತು ನಿಷ್ಕಾಳಜಿ ತೋರದೆ ಶೀಘ್ರ ಚಿಕಿತ್ಸೆ ಪಡೆದು ಸಮೀಪದ ಆರೋಗ್ಯ ಕೇಂದ್ರದಲ್ಲಿ ಲಸಿಕೆ ಹಾಕಿಸಿಕೊಳ್ಳಬೇಕು ಎಂದು ಜಿಲ್ಲಾ ಆರೋಗ್ಯ ಮತ್ತು ಕುಟುಂಬ ಕಲ್ಯಾಣ ಅಧಿಕಾರಿ ಡಾ.ಕೆ.ಶೋಭಾ ಅವರು ಹೇಳಿದರು. bbox=[404, 188, 595, 293]
divider bbox=[950, 398, 952, 1114]
yellow-dot bbox=[964, 2446, 976, 2458]
rabies-col1 bbox=[404, 170, 595, 389]
brief-title: ಸೆ.29 ರಂದು ಬಳ್ಳಾರಿ ಜಿಲ್ಲಾ ಮೇಯರ ತ್ರೈಮಾಸಿಕ ಕೆಡಿಪಿ ಪ್ರಗತಿ ಪರಿಶೀಲನಾ ಸಭೆ bbox=[39, 1667, 371, 1682]
union-body-1: ಸಿರುಗುಪ್ಪ,ಸೆ.24: ಕರ್ನಾಟಕ ರಾಜ್ಯ ಹಿಂದುಳಿದ ವರ್ಗಗಳ ಆಯೋಗದ ಸಾಮಾಜಿಕ ಮತ್ತು ಶೈಕ್ಷಣಿಕ ಸಮೀಕ್ಷೆ ಕಾರ್ಯವನ್ನು ಸೆ.22 ರಿಂದ ಅಕ್ಟೋಬರ್ 7 ರ ವರೆಗೆ ನಡೆಸಲು ಆದೇಶಿಸಿದ್ದು, ಸಮೀಕ್ಷೆಗೆ ನಿಯೋಜಿಸಲಾದ ನೌಕರರಿಗೆ ಎದುರಾಗುತ್ತಿರುವ ತಾಂತ್ರಿಕ ಸಮಸ್ಯೆಗಳು ಹಾಗೂ ಸರ್ವರ್ ತೊಂದರೆಗಳನ್ನು ಬಗೆಹರಿಸುವಂತೆ ಆಗ್ರಹಿಸಿ ತಹಶೀಲ್ದಾರ್ ಮೂಲಕ ಸರ್ಕಾರಕ್ಕೆ ಮನವಿ ಸಲ್ಲಿಸಲಾಯಿತು. bbox=[404, 1412, 666, 1501]
masthead bbox=[0, 0, 1484, 70]
union-headline-line1: ಕರ್ನಾಟಕ ರಾಜ್ಯ ಸರ್ಕಾರಿ ನೌಕರರ ಸಂಘದ bbox=[471, 1132, 873, 1167]
byline: ಸುವರ್ಣವಾಹಿನಿ ಸುದ್ದಿ bbox=[404, 1393, 483, 1407]
